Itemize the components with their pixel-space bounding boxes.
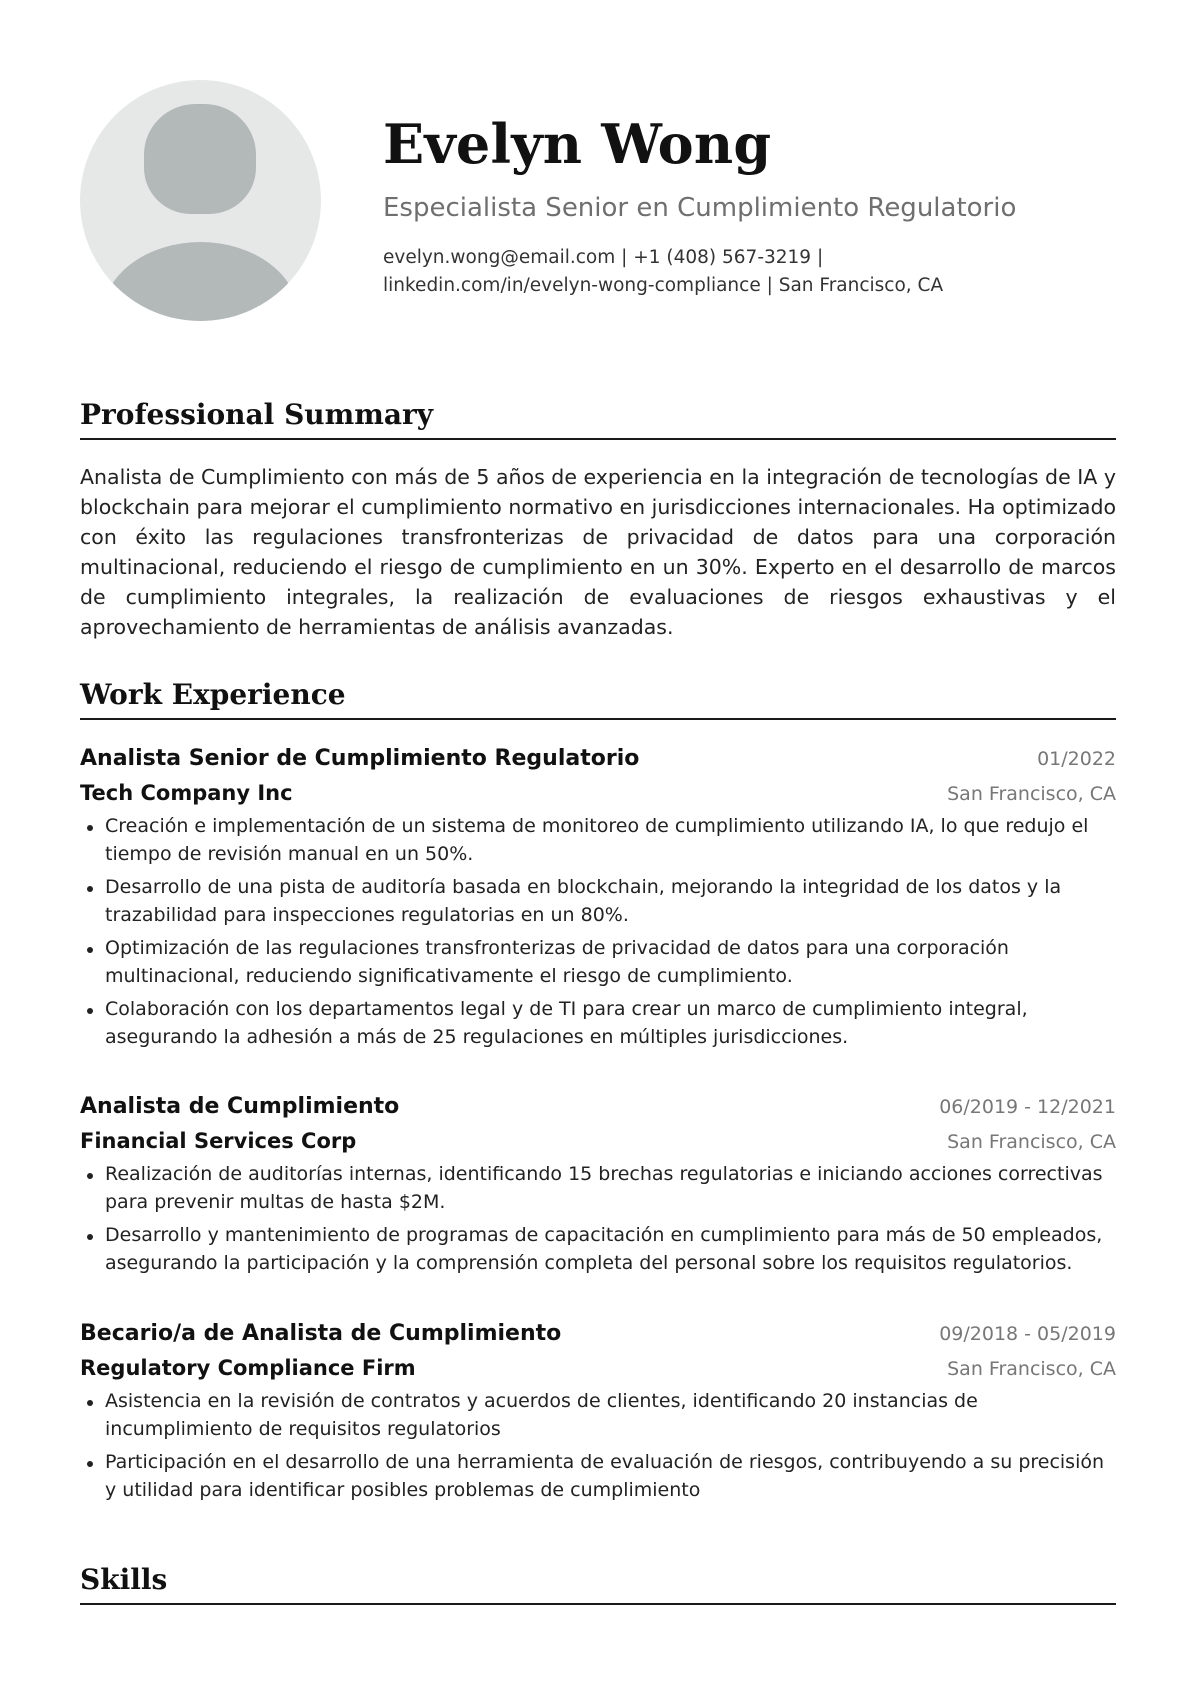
job-bullet: Colaboración con los departamentos legal y de TI para crear un marco de cumplimiento integral, asegurando la adhesión a más de 25 regulaciones en múltiples jurisdicciones. [80,996,1116,1051]
experience-section-title: Work Experience [80,676,1116,720]
job-title: Becario/a de Analista de Cumplimiento [80,1321,562,1346]
contact-line-1: evelyn.wong@email.com | +1 (408) 567-3219 | [383,247,824,268]
job-entry [80,1090,1116,1283]
job-bullet: Asistencia en la revisión de contratos y acuerdos de clientes, identificando 20 instancias de incumplimiento de requisitos regulatorios [80,1388,1116,1443]
job-title: Analista de Cumplimiento [80,1094,400,1119]
summary-section-title: Professional Summary [80,396,1116,440]
candidate-name: Evelyn Wong [383,112,772,176]
job-bullet: Optimización de las regulaciones transfronterizas de privacidad de datos para una corporación multinacional, reduciendo significativamente el riesgo de cumplimiento. [80,935,1116,990]
job-company: Financial Services Corp [80,1129,357,1153]
job-bullet: Desarrollo de una pista de auditoría basada en blockchain, mejorando la integridad de los datos y la trazabilidad para inspecciones regulatorias en un 80%. [80,874,1116,929]
job-bullet: Participación en el desarrollo de una herramienta de evaluación de riesgos, contribuyendo a su precisión y utilidad para identificar posibles problemas de cumplimiento [80,1449,1116,1504]
job-bullet: Creación e implementación de un sistema de monitoreo de cumplimiento utilizando IA, lo que redujo el tiempo de revisión manual en un 50%. [80,813,1116,868]
job-date: 06/2019 - 12/2021 [939,1096,1116,1118]
candidate-headline: Especialista Senior en Cumplimiento Regulatorio [383,193,1017,223]
avatar-body-shape [102,242,299,321]
job-date: 09/2018 - 05/2019 [939,1323,1116,1345]
job-bullet: Desarrollo y mantenimiento de programas de capacitación en cumplimiento para más de 50 empleados, asegurando la participación y la comprensión completa del personal sobre los requisitos regulatorios. [80,1222,1116,1277]
job-entry [80,1317,1116,1510]
job-title: Analista Senior de Cumplimiento Regulatorio [80,746,640,771]
job-bullet-list [80,1161,1116,1277]
job-company: Regulatory Compliance Firm [80,1356,416,1380]
job-bullet-list [80,1388,1116,1504]
job-bullet-list [80,813,1116,1051]
job-date: 01/2022 [1037,748,1116,770]
job-bullet: Realización de auditorías internas, identificando 15 brechas regulatorias e iniciando acciones correctivas para prevenir multas de hasta $2M. [80,1161,1116,1216]
job-location: San Francisco, CA [947,1358,1116,1380]
avatar-placeholder-icon [80,80,321,321]
skills-section-title: Skills [80,1561,1116,1605]
job-company: Tech Company Inc [80,781,293,805]
job-location: San Francisco, CA [947,1131,1116,1153]
job-entry [80,742,1116,1057]
summary-text: Analista de Cumplimiento con más de 5 años de experiencia en la integración de tecnologías de IA y blockchain para mejorar el cumplimiento normativo en jurisdicciones internacionales. Ha optimizado con éxito las regulaciones transfronterizas de privacidad de datos para una corporación multinacional, reduciendo el riesgo de cumplimiento en un 30%. Experto en el desarrollo de marcos de cumplimiento integrales, la realización de evaluaciones de riesgos exhaustivas y el aprovechamiento de herramientas de análisis avanzadas. [80,465,1116,639]
contact-info [383,244,1103,300]
avatar-head-shape [144,104,256,214]
contact-line-2: linkedin.com/in/evelyn-wong-compliance | San Francisco, CA [383,275,944,296]
job-location: San Francisco, CA [947,783,1116,805]
